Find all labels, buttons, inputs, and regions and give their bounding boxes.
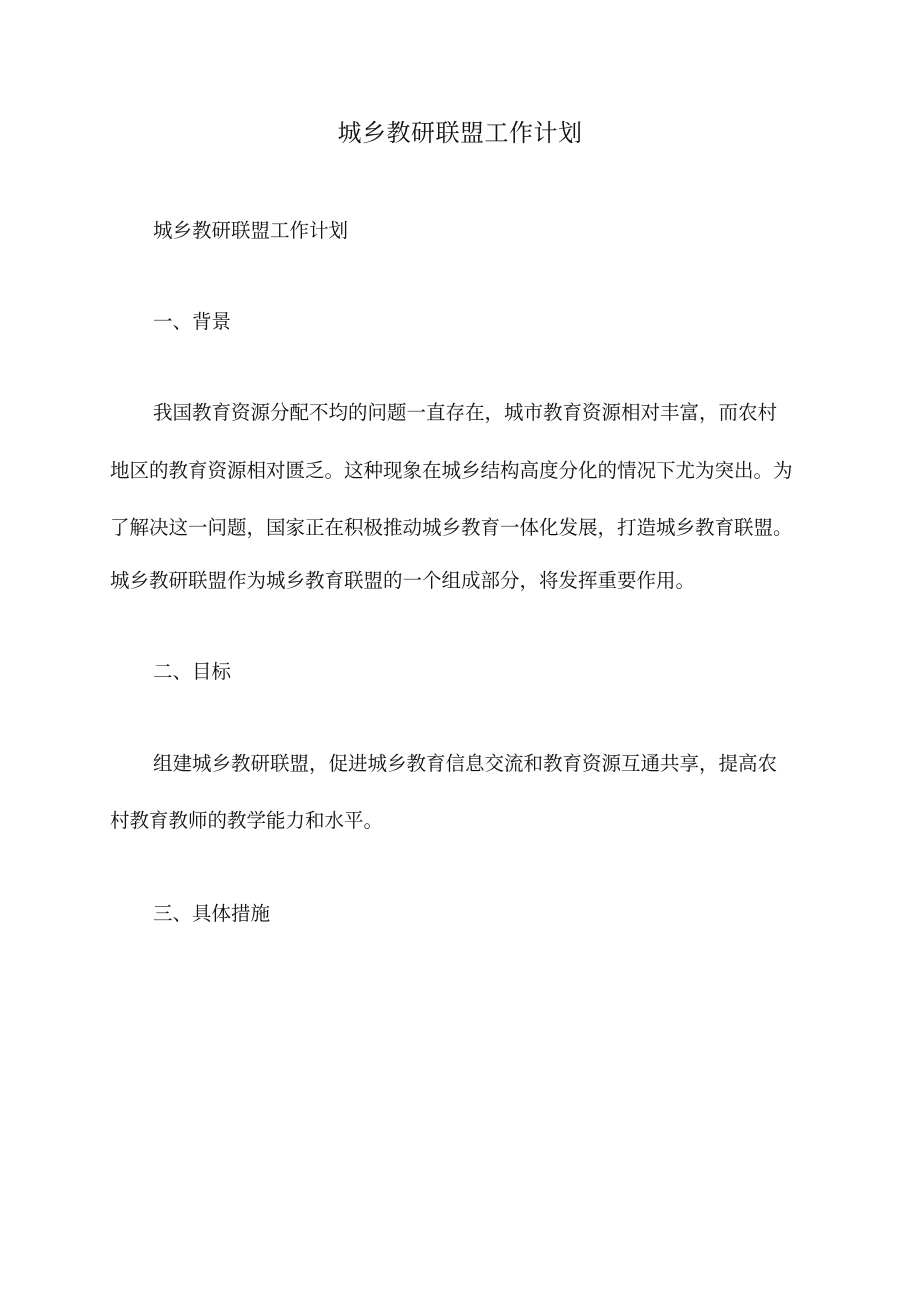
section-heading-goals: 二、目标 bbox=[153, 660, 232, 683]
paragraph-line: 地区的教育资源相对匮乏。这种现象在城乡结构高度分化的情况下尤为突出。为 bbox=[110, 459, 793, 482]
paragraph-line: 村教育教师的教学能力和水平。 bbox=[110, 809, 384, 832]
paragraph-line: 了解决这一问题，国家正在积极推动城乡教育一体化发展，打造城乡教育联盟。 bbox=[110, 516, 793, 539]
document-subtitle: 城乡教研联盟工作计划 bbox=[153, 219, 349, 242]
document-title: 城乡教研联盟工作计划 bbox=[337, 119, 583, 147]
section-heading-measures: 三、具体措施 bbox=[153, 902, 271, 925]
section-heading-background: 一、背景 bbox=[153, 310, 232, 333]
paragraph-line: 城乡教研联盟作为城乡教育联盟的一个组成部分，将发挥重要作用。 bbox=[110, 569, 696, 592]
paragraph-line: 组建城乡教研联盟，促进城乡教育信息交流和教育资源互通共享，提高农 bbox=[153, 752, 778, 775]
paragraph-line: 我国教育资源分配不均的问题一直存在，城市教育资源相对丰富，而农村 bbox=[153, 401, 778, 424]
